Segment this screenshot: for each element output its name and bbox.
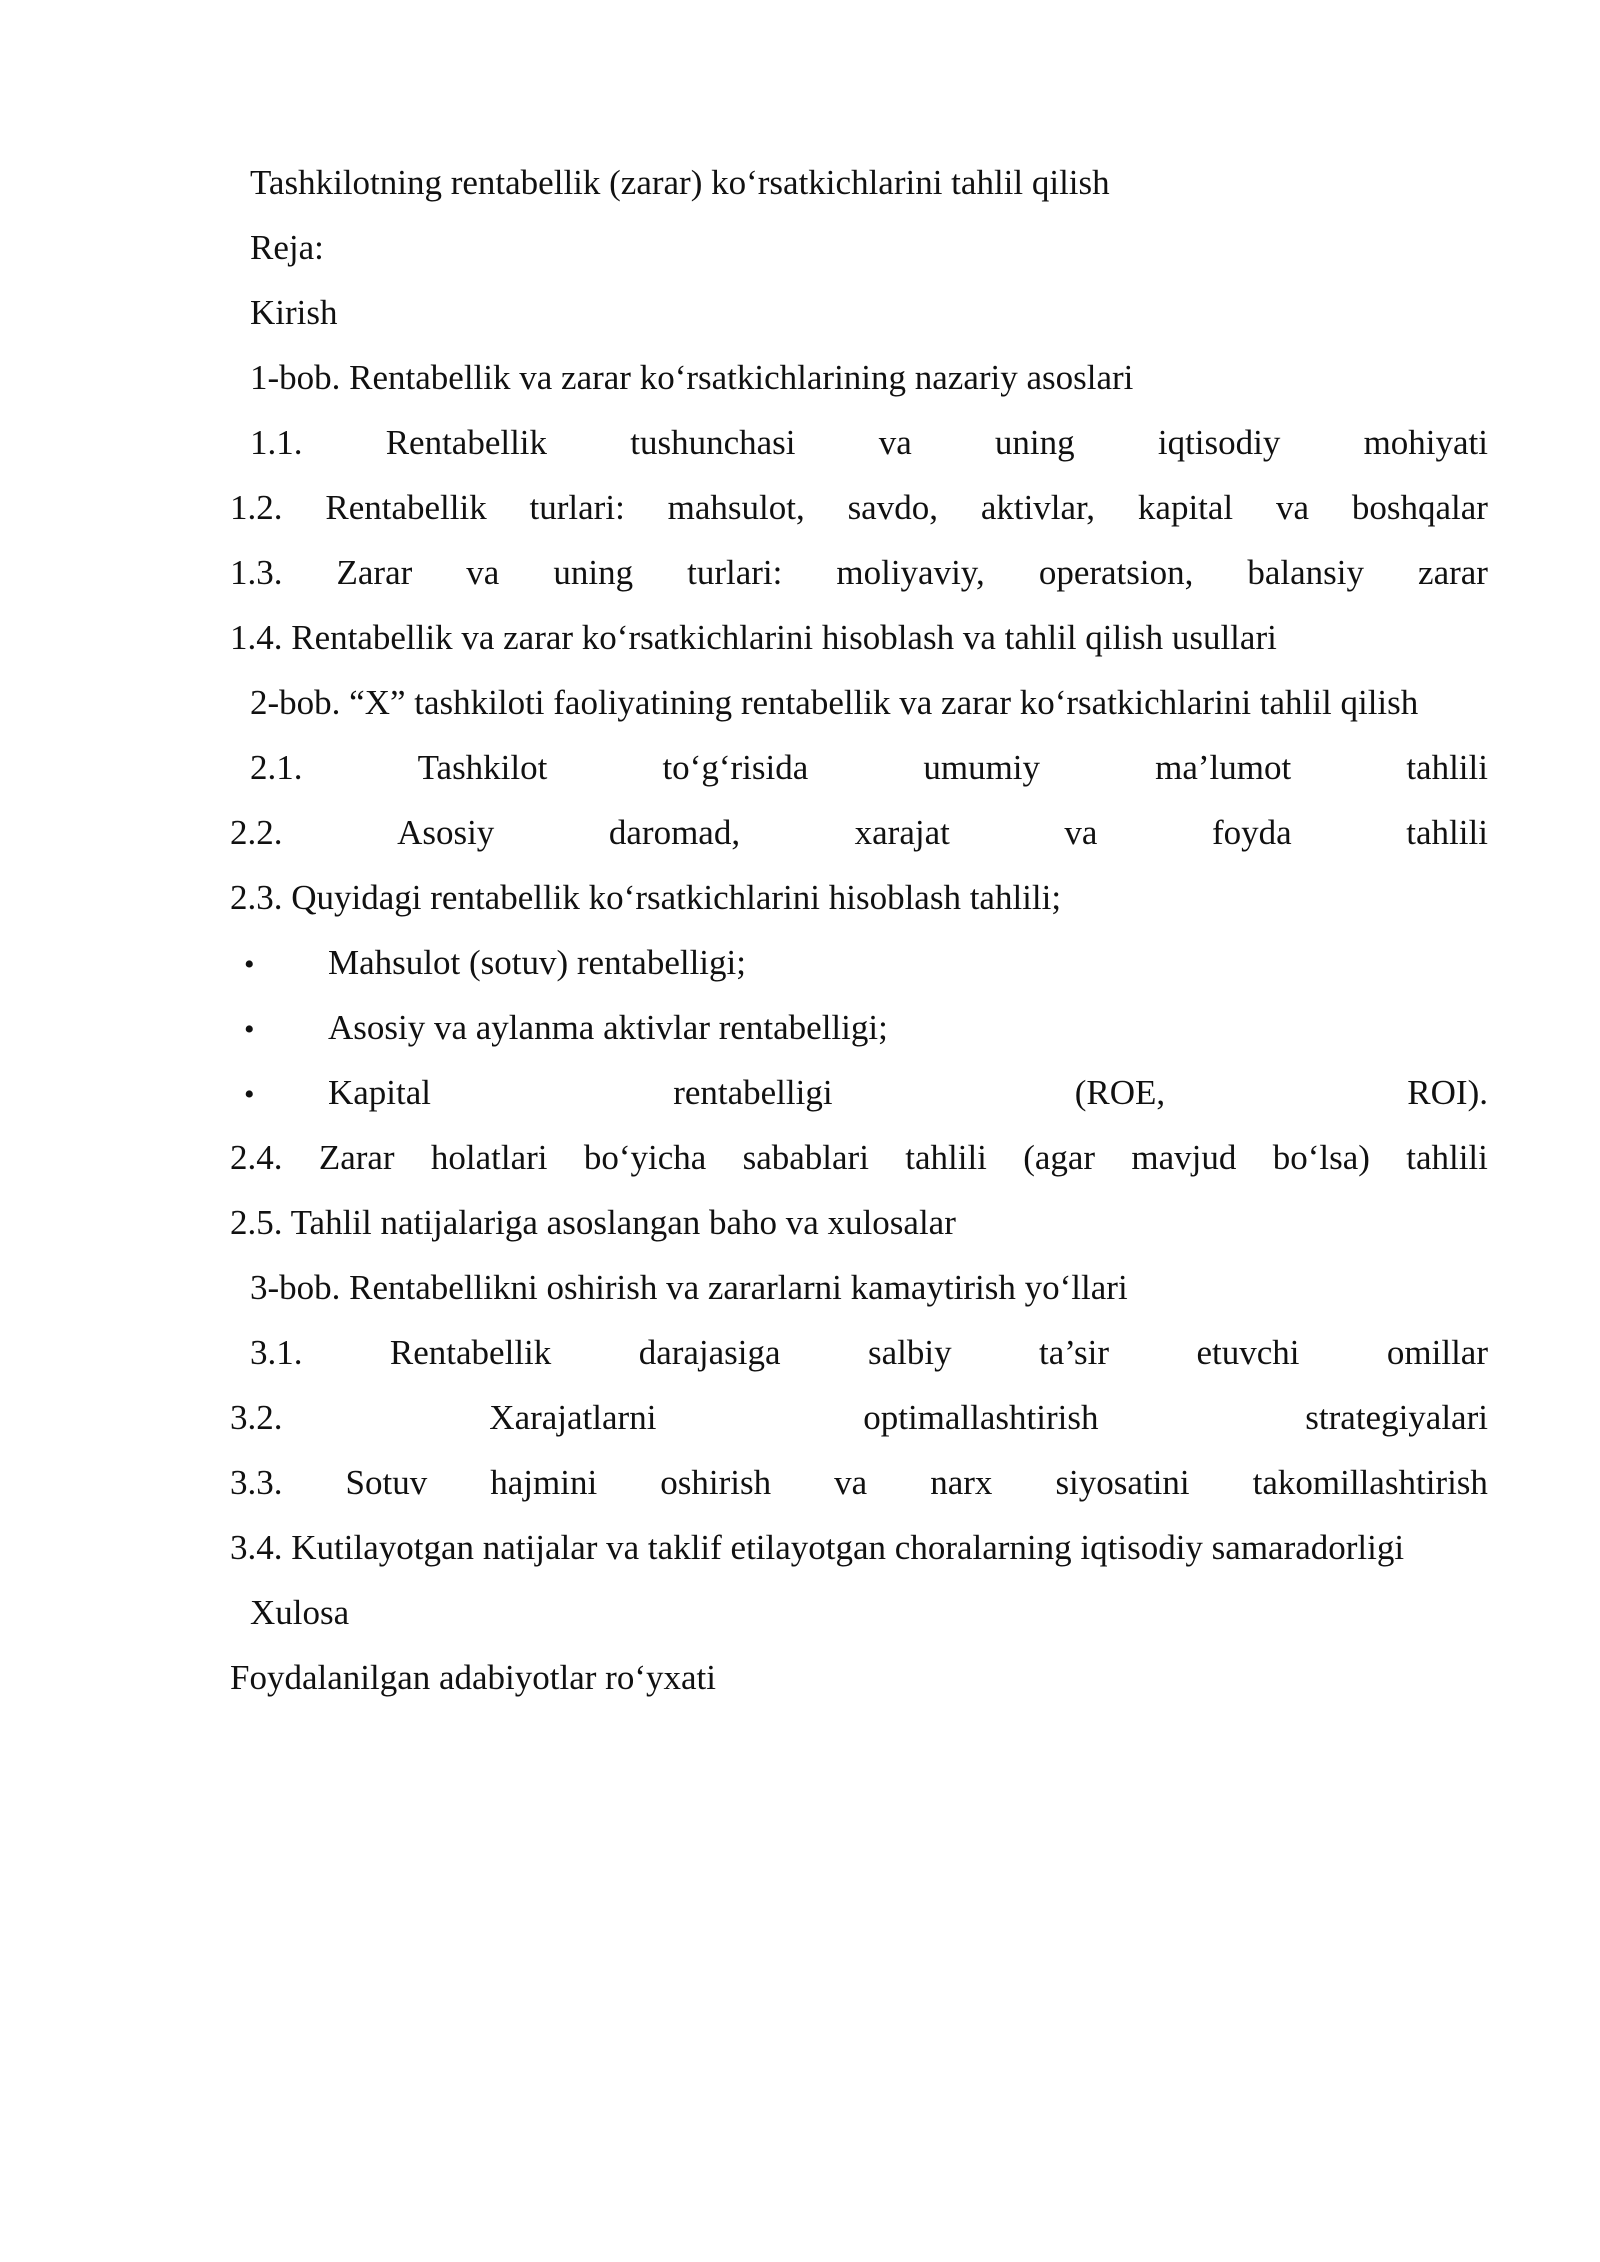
chapter-1-heading: 1-bob. Rentabellik va zarar ko‘rsatkichlarining nazariy asoslari (250, 358, 1134, 397)
word: holatlari (430, 1138, 548, 1177)
section-1-1 (230, 410, 1488, 475)
word: to‘g‘risida (662, 748, 809, 787)
word: 3.3. (230, 1463, 283, 1502)
word: (agar (1023, 1138, 1096, 1177)
word: 1.2. (230, 488, 283, 527)
word: Zarar (318, 1138, 395, 1177)
word: mavjud (1131, 1138, 1237, 1177)
bullet-icon: • (244, 1078, 255, 1111)
word: uning (994, 423, 1075, 462)
word: bo‘yicha (583, 1138, 707, 1177)
word: turlari: (529, 488, 625, 527)
word: omillar (1386, 1333, 1488, 1372)
word: Rentabellik (325, 488, 487, 527)
word: 1.1. (250, 423, 303, 462)
word: etuvchi (1196, 1333, 1300, 1372)
word: moliyaviy, (836, 553, 985, 592)
bullet-icon: • (244, 948, 255, 981)
section-3-3 (230, 1450, 1488, 1515)
bullet-text: Mahsulot (sotuv) rentabelligi; (328, 943, 746, 982)
section-2-1 (230, 735, 1488, 800)
word: tahlili (1406, 1138, 1488, 1177)
bullet-item (230, 1060, 1488, 1125)
word: bo‘lsa) (1272, 1138, 1370, 1177)
word: takomillashtirish (1252, 1463, 1488, 1502)
word: Tashkilot (417, 748, 548, 787)
word: 2.4. (230, 1138, 283, 1177)
word: ROI). (1407, 1073, 1488, 1112)
bullet-item (230, 995, 1488, 1060)
toc-introduction: Kirish (250, 293, 338, 332)
chapter-3-heading: 3-bob. Rentabellikni oshirish va zararlarni kamaytirish yo‘llari (250, 1268, 1128, 1307)
section-3-2 (230, 1385, 1488, 1450)
word: daromad, (608, 813, 741, 852)
bullet-item (230, 930, 1488, 995)
word: oshirish (660, 1463, 772, 1502)
word: hajmini (490, 1463, 598, 1502)
section-2-2 (230, 800, 1488, 865)
toc-references: Foydalanilgan adabiyotlar ro‘yxati (230, 1658, 716, 1697)
section-2-4 (230, 1125, 1488, 1190)
word: 3.2. (230, 1398, 283, 1437)
word: Sotuv (345, 1463, 428, 1502)
word: sabablari (742, 1138, 869, 1177)
word: boshqalar (1351, 488, 1488, 527)
word: foyda (1212, 813, 1292, 852)
word: 2.2. (230, 813, 283, 852)
word: va (878, 423, 912, 462)
word: ta’sir (1039, 1333, 1110, 1372)
section-3-1 (230, 1320, 1488, 1385)
document-title: Tashkilotning rentabellik (zarar) ko‘rsatkichlarini tahlil qilish (250, 163, 1110, 202)
word: va (1276, 488, 1310, 527)
word: Asosiy (397, 813, 495, 852)
bullet-text (328, 1060, 1488, 1125)
section-2-3: 2.3. Quyidagi rentabellik ko‘rsatkichlarini hisoblash tahlili; (230, 878, 1062, 917)
word: 3.1. (250, 1333, 303, 1372)
document-body (230, 150, 1488, 1710)
word: xarajat (854, 813, 950, 852)
word: rentabelligi (673, 1073, 833, 1112)
section-1-3 (230, 540, 1488, 605)
word: zarar (1418, 553, 1488, 592)
word: Xarajatlarni (489, 1398, 657, 1437)
section-2-5: 2.5. Tahlil natijalariga asoslangan baho va xulosalar (230, 1203, 956, 1242)
word: tahlili (1406, 748, 1488, 787)
word: optimallashtirish (863, 1398, 1099, 1437)
word: strategiyalari (1305, 1398, 1488, 1437)
chapter-2-heading: 2-bob. “X” tashkiloti faoliyatining rentabellik va zarar ko‘rsatkichlarini tahlil qilish (250, 683, 1419, 722)
word: umumiy (923, 748, 1041, 787)
word: 1.3. (230, 553, 283, 592)
word: narx (930, 1463, 993, 1502)
toc-conclusion: Xulosa (250, 1593, 350, 1632)
word: Rentabellik (389, 1333, 552, 1372)
word: mohiyati (1363, 423, 1488, 462)
word: operatsion, (1038, 553, 1194, 592)
plan-heading: Reja: (250, 228, 324, 267)
word: aktivlar, (980, 488, 1096, 527)
word: salbiy (868, 1333, 952, 1372)
word: Zarar (336, 553, 413, 592)
word: 2.1. (250, 748, 303, 787)
word: ma’lumot (1155, 748, 1292, 787)
word: tushunchasi (630, 423, 796, 462)
word: va (834, 1463, 868, 1502)
word: darajasiga (638, 1333, 781, 1372)
word: siyosatini (1055, 1463, 1190, 1502)
section-1-2 (230, 475, 1488, 540)
word: Kapital (328, 1073, 432, 1112)
word: va (1064, 813, 1098, 852)
word: turlari: (687, 553, 783, 592)
word: uning (553, 553, 634, 592)
word: va (466, 553, 500, 592)
word: iqtisodiy (1157, 423, 1281, 462)
word: balansiy (1247, 553, 1365, 592)
bullet-icon: • (244, 1013, 255, 1046)
word: mahsulot, (667, 488, 805, 527)
word: savdo, (847, 488, 938, 527)
bullet-text: Asosiy va aylanma aktivlar rentabelligi; (328, 1008, 888, 1047)
word: (ROE, (1074, 1073, 1166, 1112)
word: Rentabellik (385, 423, 548, 462)
word: tahlili (905, 1138, 987, 1177)
word: tahlili (1406, 813, 1488, 852)
section-3-4: 3.4. Kutilayotgan natijalar va taklif etilayotgan choralarning iqtisodiy samaradorligi (230, 1528, 1405, 1567)
section-1-4: 1.4. Rentabellik va zarar ko‘rsatkichlarini hisoblash va tahlil qilish usullari (230, 618, 1277, 657)
word: kapital (1137, 488, 1234, 527)
